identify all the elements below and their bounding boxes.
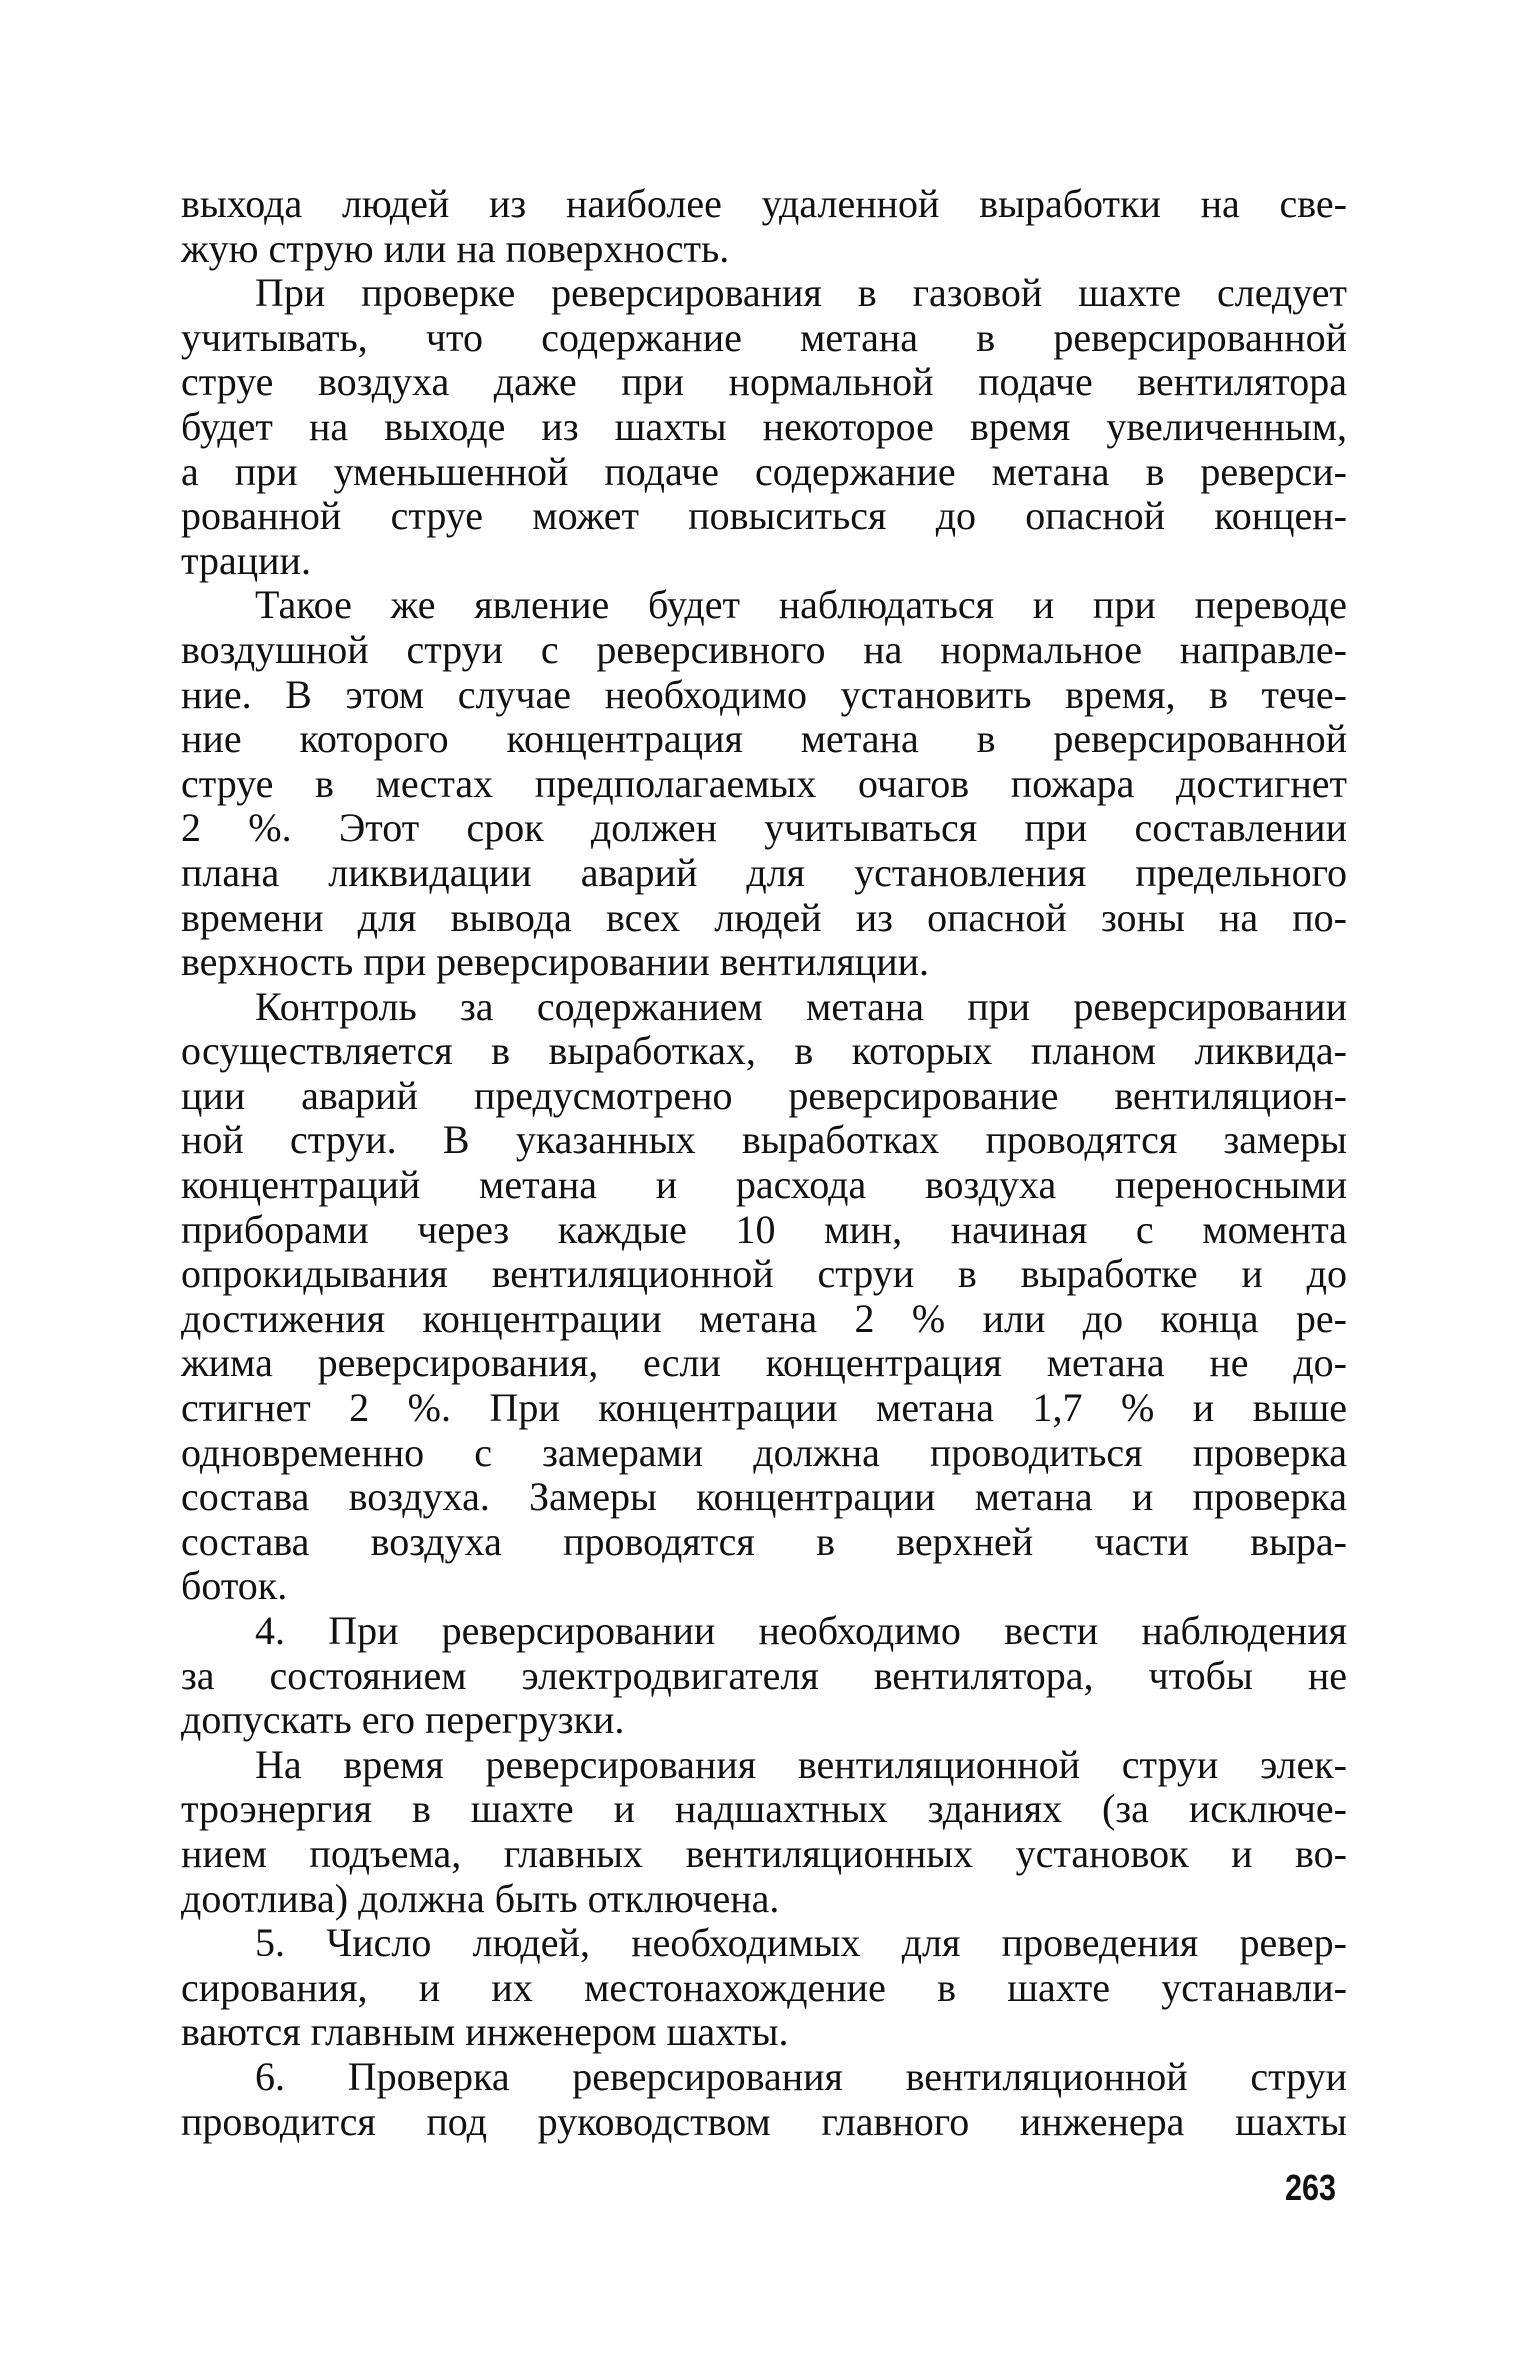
text-line: состава воздуха проводятся в верхней части выра- [181, 1518, 1347, 1564]
text-line: При проверке реверсирования в газовой шахте следует [255, 270, 1347, 316]
paragraph [181, 1609, 1347, 1743]
text-line: верхность при реверсировании вентиляции. [181, 939, 930, 985]
text-line: доотлива) должна быть отключена. [181, 1875, 780, 1921]
text-line: рованной струе может повыситься до опасной концен- [181, 493, 1347, 539]
paragraph [181, 182, 1347, 271]
text-line: будет на выходе из шахты некоторое время увеличенным, [181, 403, 1347, 449]
paragraph [181, 583, 1347, 984]
text-line: стигнет 2 %. При концентрации метана 1,7 % и выше [181, 1385, 1347, 1431]
text-line: нием подъема, главных вентиляционных установок и во- [181, 1830, 1347, 1876]
text-line: 6. Проверка реверсирования вентиляционной струи [255, 2053, 1347, 2099]
text-line: опрокидывания вентиляционной струи в выработке и до [181, 1251, 1347, 1297]
page-number: 263 [1285, 2167, 1337, 2208]
text-line: Контроль за содержанием метана при реверсировании [255, 983, 1347, 1029]
text-line: учитывать, что содержание метана в реверсированной [181, 314, 1347, 360]
text-line: одновременно с замерами должна проводиться проверка [181, 1429, 1347, 1475]
text-line: за состоянием электродвигателя вентилятора, чтобы не [181, 1652, 1347, 1698]
text-line: допускать его перегрузки. [181, 1697, 625, 1743]
text-line: достижения концентрации метана 2 % или до конца ре- [181, 1295, 1347, 1341]
text-line: осуществляется в выработках, в которых планом ликвида- [181, 1028, 1347, 1074]
text-line: боток. [181, 1563, 288, 1609]
text-line: жима реверсирования, если концентрация метана не до- [181, 1340, 1347, 1386]
text-line: 5. Число людей, необходимых для проведения ревер- [255, 1920, 1347, 1966]
text-line: проводится под руководством главного инженера шахты [181, 2098, 1347, 2144]
text-line: 2 %. Этот срок должен учитываться при составлении [181, 805, 1347, 851]
text-line: концентраций метана и расхода воздуха переносными [181, 1162, 1347, 1208]
text-line: времени для вывода всех людей из опасной зоны на по- [181, 894, 1347, 940]
text-line: струе воздуха даже при нормальной подаче вентилятора [181, 359, 1347, 405]
text-line: ваются главным инженером шахты. [181, 2009, 789, 2055]
text-line: а при уменьшенной подаче содержание метана в реверси- [181, 448, 1347, 494]
text-line: На время реверсирования вентиляционной струи элек- [255, 1741, 1347, 1787]
text-line: Такое же явление будет наблюдаться и при переводе [255, 582, 1347, 628]
paragraph [181, 1743, 1347, 1921]
text-line: приборами через каждые 10 мин, начиная с момента [181, 1206, 1347, 1252]
text-line: ции аварий предусмотрено реверсирование вентиляцион- [181, 1072, 1347, 1118]
paragraph [181, 271, 1347, 583]
text-line: трации. [181, 537, 311, 583]
text-line: плана ликвидации аварий для установления предельного [181, 849, 1347, 895]
paragraph [181, 1921, 1347, 2055]
text-line: сирования, и их местонахождение в шахте устанавли- [181, 1964, 1347, 2010]
text-line: 4. При реверсировании необходимо вести наблюдения [255, 1608, 1347, 1653]
text-line: ной струи. В указанных выработках проводятся замеры [181, 1117, 1347, 1163]
text-line: струе в местах предполагаемых очагов пожара достигнет [181, 760, 1347, 806]
text-line: воздушной струи с реверсивного на нормальное направле- [181, 626, 1347, 672]
text-line: выхода людей из наиболее удаленной выработки на све- [181, 181, 1347, 226]
text-line: ние которого концентрация метана в реверсированной [181, 716, 1347, 762]
text-line: состава воздуха. Замеры концентрации метана и проверка [181, 1474, 1347, 1520]
page-body [181, 182, 1347, 2144]
text-line: ние. В этом случае необходимо установить время, в тече- [181, 671, 1347, 717]
text-line: троэнергия в шахте и надшахтных зданиях (за исключе- [181, 1786, 1347, 1832]
text-line: жую струю или на поверхность. [181, 225, 730, 271]
paragraph [181, 2055, 1347, 2144]
paragraph [181, 985, 1347, 1609]
